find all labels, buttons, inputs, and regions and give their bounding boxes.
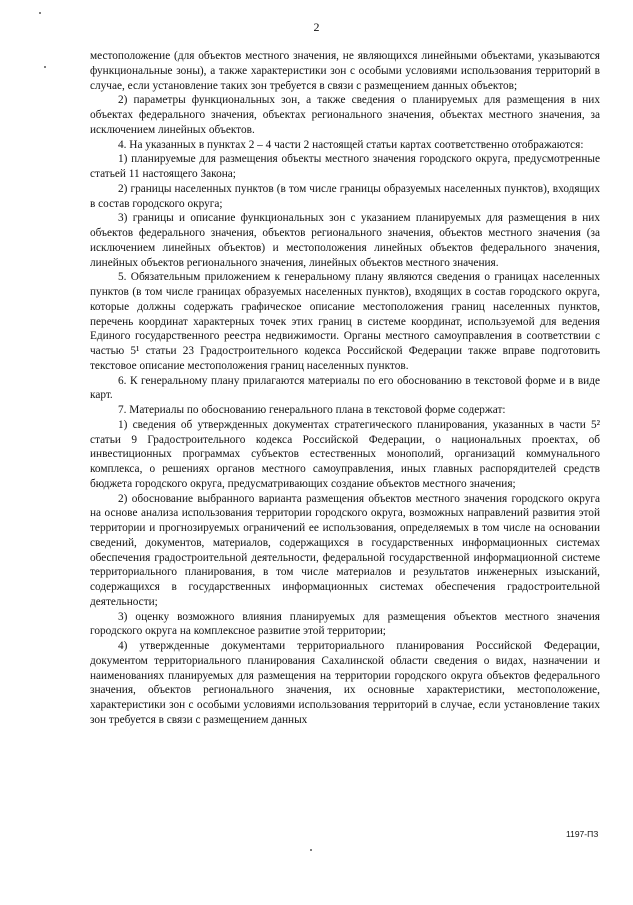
- scan-speck: [310, 849, 312, 851]
- paragraph: 4. На указанных в пунктах 2 – 4 части 2 настоящей статьи картах соответственно отображаются:: [118, 138, 584, 151]
- paragraph: 1) планируемые для размещения объекты местного значения городского округа, предусмотренные статьей 11 настоящего Закона;: [90, 153, 600, 180]
- paragraph: 2) обоснование выбранного варианта размещения объектов местного значения городского округа на основе анализа использования территории городского округа, возможных направлений развития этой территории и прогнозируемых ограничений ее использования, определяемых в том числе на основании сведений, документов, материалов, содержащихся в государственных информационных системах обеспечения градостроительной деятельности, федеральной государственной информационной системе территориального планирования, в том числе материалов и результатов инженерных изысканий, содержащихся в государственных информационных системах обеспечения градостроительной деятельности;: [90, 492, 600, 608]
- paragraph: 2) параметры функциональных зон, а также сведения о планируемых для размещения в них объектах федерального значения, объектах регионального значения, объектах местного значения, за исключением линейных объектов.: [90, 94, 600, 136]
- paragraph: 7. Материалы по обоснованию генерального плана в текстовой форме содержат:: [118, 404, 506, 416]
- paragraph: местоположение (для объектов местного значения, не являющихся линейными объектами, указываются функциональные зоны), а также характеристики зон с особыми условиями использования территорий в случае, если установление таких зон требуется в связи с размещением данных объектов;: [90, 50, 600, 92]
- page-number: 2: [313, 20, 320, 34]
- document-body: [90, 49, 600, 728]
- paragraph: 3) границы и описание функциональных зон с указанием планируемых для размещения в них объектов федерального значения, объектов регионального значения, объектов местного значения (за исключением линейных объектов) и местоположения линейных объектов федерального значения, линейных объектов регионального значения, линейных объектов местного значения.: [90, 212, 600, 269]
- scan-speck: [44, 66, 46, 68]
- paragraph: 1) сведения об утвержденных документах стратегического планирования, указанных в части 5² статьи 9 Градостроительного кодекса Российской Федерации, о национальных проектах, об инвестиционных программах субъектов естественных монополий, организаций коммунального комплекса, о решениях органов местного самоуправления, иных главных распорядителей средств бюджета городского округа, предусматривающих создание объектов местного значения;: [90, 418, 600, 490]
- scan-speck: [39, 12, 41, 14]
- paragraph: 2) границы населенных пунктов (в том числе границы образуемых населенных пунктов), входящих в состав городского округа;: [90, 182, 600, 210]
- paragraph: 5. Обязательным приложением к генеральному плану являются сведения о границах населенных пунктов (в том числе границах образуемых населенных пунктов), входящих в состав городского округа, которые должны содержать графическое описание местоположения границ населенных пунктов, перечень координат характерных точек этих границ в системе координат, используемой для ведения Единого государственного реестра недвижимости. Органы местного самоуправления в соответствии с частью 5¹ статьи 23 Градостроительного кодекса Российской Федерации также вправе подготовить текстовое описание местоположения границ населенных пунктов.: [90, 271, 600, 372]
- paragraph: 4) утвержденные документами территориального планирования Российской Федерации, документом территориального планирования Сахалинской области сведения о видах, назначении и наименованиях планируемых для размещения на территории городского округа объектов федерального значения, объектов регионального значения, их основные характеристики, местоположение, характеристики зон с особыми условиями использования территорий в случае, если установление таких зон требуется в связи с размещением данных: [90, 640, 600, 726]
- document-code: 1197-ПЗ: [566, 829, 599, 839]
- paragraph: 6. К генеральному плану прилагаются материалы по его обоснованию в текстовой форме и в виде карт.: [90, 374, 600, 402]
- paragraph: 3) оценку возможного влияния планируемых для размещения объектов местного значения городского округа на комплексное развитие этой территории;: [90, 610, 600, 638]
